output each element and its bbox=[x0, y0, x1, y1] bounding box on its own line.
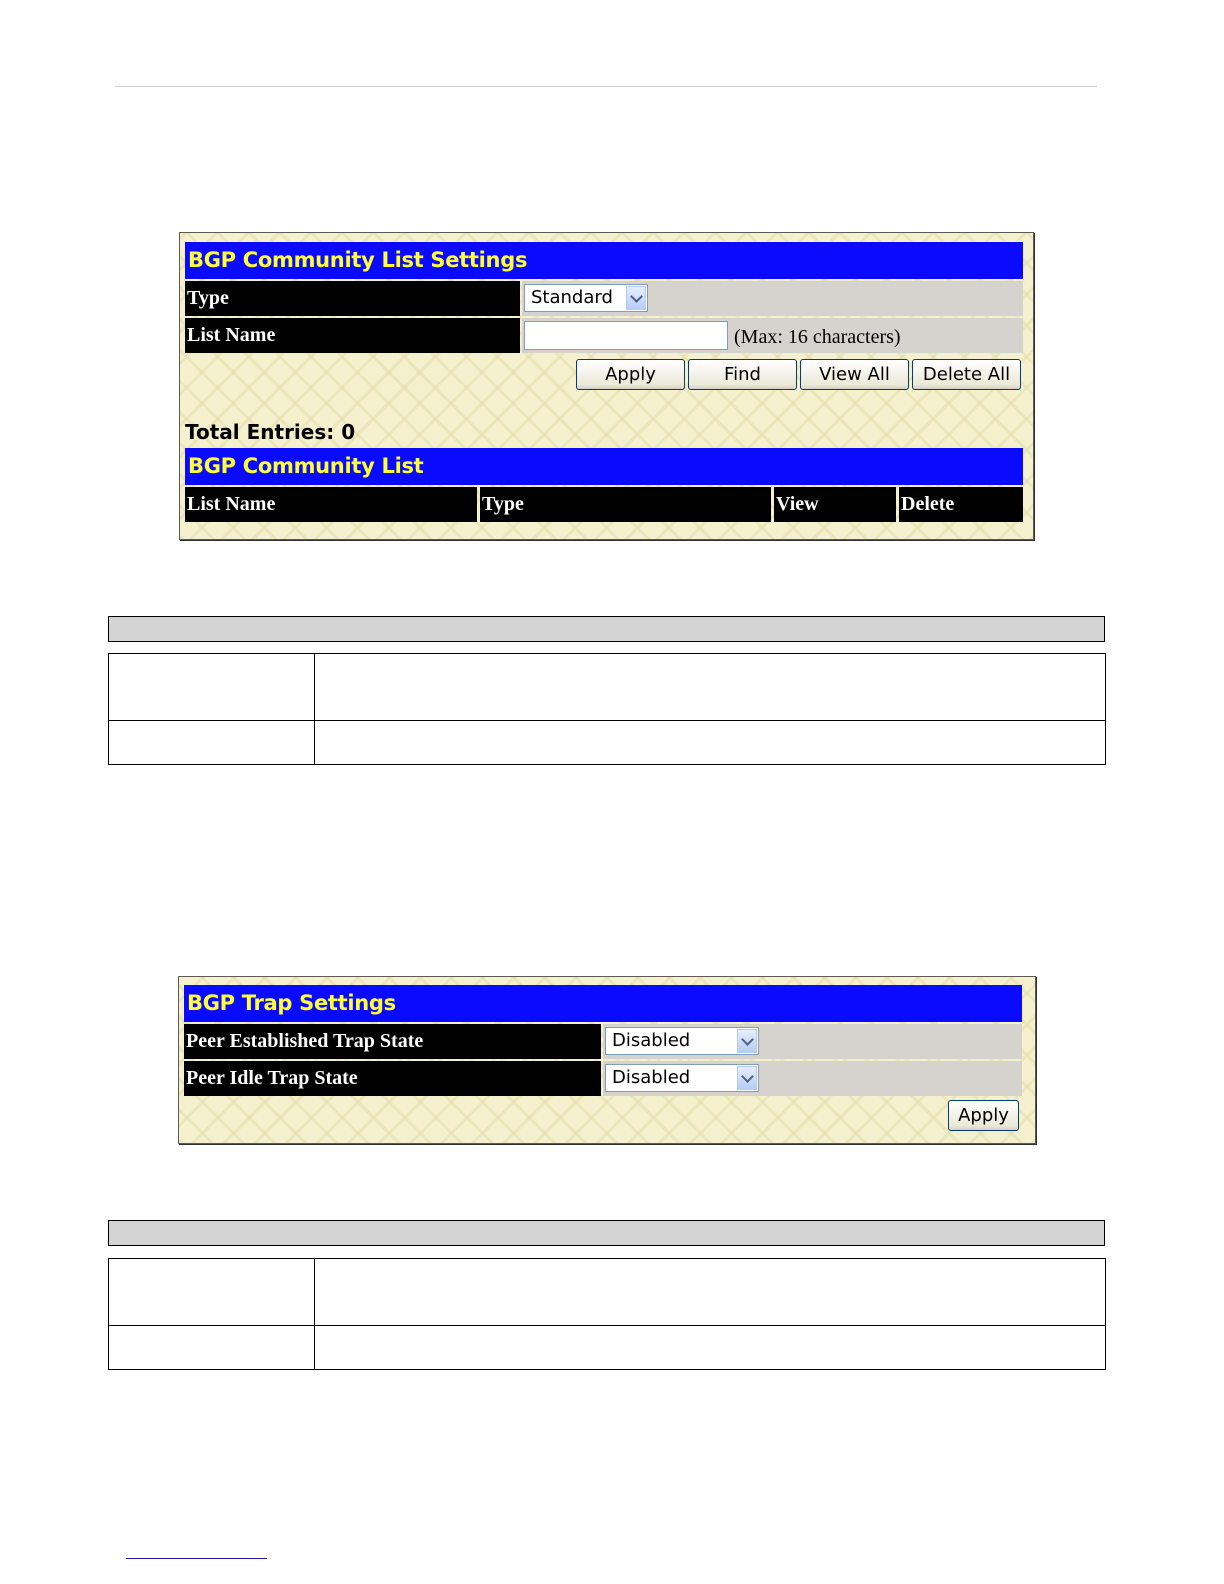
peer-idle-value-cell bbox=[603, 1061, 1022, 1096]
column-type: Type bbox=[480, 487, 771, 522]
apply-button[interactable]: Apply bbox=[576, 359, 685, 390]
chevron-down-icon[interactable] bbox=[737, 1066, 757, 1090]
list-name-hint: (Max: 16 characters) bbox=[734, 326, 901, 348]
peer-established-select-value: Disabled bbox=[612, 1030, 691, 1051]
chevron-down-icon[interactable] bbox=[737, 1029, 757, 1053]
community-list-panel bbox=[179, 232, 1034, 540]
list-name-value-cell bbox=[522, 318, 1023, 353]
peer-established-value-cell bbox=[603, 1024, 1022, 1059]
total-entries: Total Entries: 0 bbox=[185, 420, 356, 444]
type-select-value: Standard bbox=[531, 287, 613, 308]
peer-idle-select-value: Disabled bbox=[612, 1067, 691, 1088]
table-row bbox=[109, 720, 1105, 765]
column-delete: Delete bbox=[899, 487, 1023, 522]
column-divider bbox=[314, 654, 315, 764]
type-select[interactable] bbox=[524, 284, 648, 312]
parameters-header-1 bbox=[108, 616, 1105, 642]
column-view: View bbox=[774, 487, 896, 522]
table-row bbox=[109, 654, 1105, 720]
chevron-down-icon[interactable] bbox=[626, 286, 646, 310]
peer-idle-select[interactable] bbox=[605, 1064, 759, 1092]
list-name-label: List Name bbox=[185, 318, 520, 353]
type-value-cell bbox=[522, 281, 1023, 316]
type-label: Type bbox=[185, 281, 520, 316]
top-divider bbox=[115, 86, 1097, 87]
parameters-header-2 bbox=[108, 1220, 1105, 1246]
delete-all-button[interactable]: Delete All bbox=[912, 359, 1021, 390]
table-row bbox=[109, 1325, 1105, 1370]
trap-apply-button[interactable]: Apply bbox=[948, 1100, 1019, 1131]
table-row bbox=[109, 1259, 1105, 1325]
view-all-button[interactable]: View All bbox=[800, 359, 909, 390]
peer-established-select[interactable] bbox=[605, 1027, 759, 1055]
trap-settings-title: BGP Trap Settings bbox=[184, 985, 1022, 1022]
parameters-table-2 bbox=[108, 1258, 1106, 1370]
community-list-title: BGP Community List bbox=[185, 448, 1023, 485]
column-list-name: List Name bbox=[185, 487, 477, 522]
community-settings-title: BGP Community List Settings bbox=[185, 242, 1023, 279]
parameters-table-1 bbox=[108, 653, 1106, 765]
peer-idle-label: Peer Idle Trap State bbox=[184, 1061, 601, 1096]
footer-link-underline[interactable] bbox=[126, 1558, 267, 1559]
list-name-input[interactable] bbox=[524, 321, 728, 350]
trap-settings-panel bbox=[178, 976, 1036, 1144]
peer-established-label: Peer Established Trap State bbox=[184, 1024, 601, 1059]
find-button[interactable]: Find bbox=[688, 359, 797, 390]
column-divider bbox=[314, 1259, 315, 1369]
